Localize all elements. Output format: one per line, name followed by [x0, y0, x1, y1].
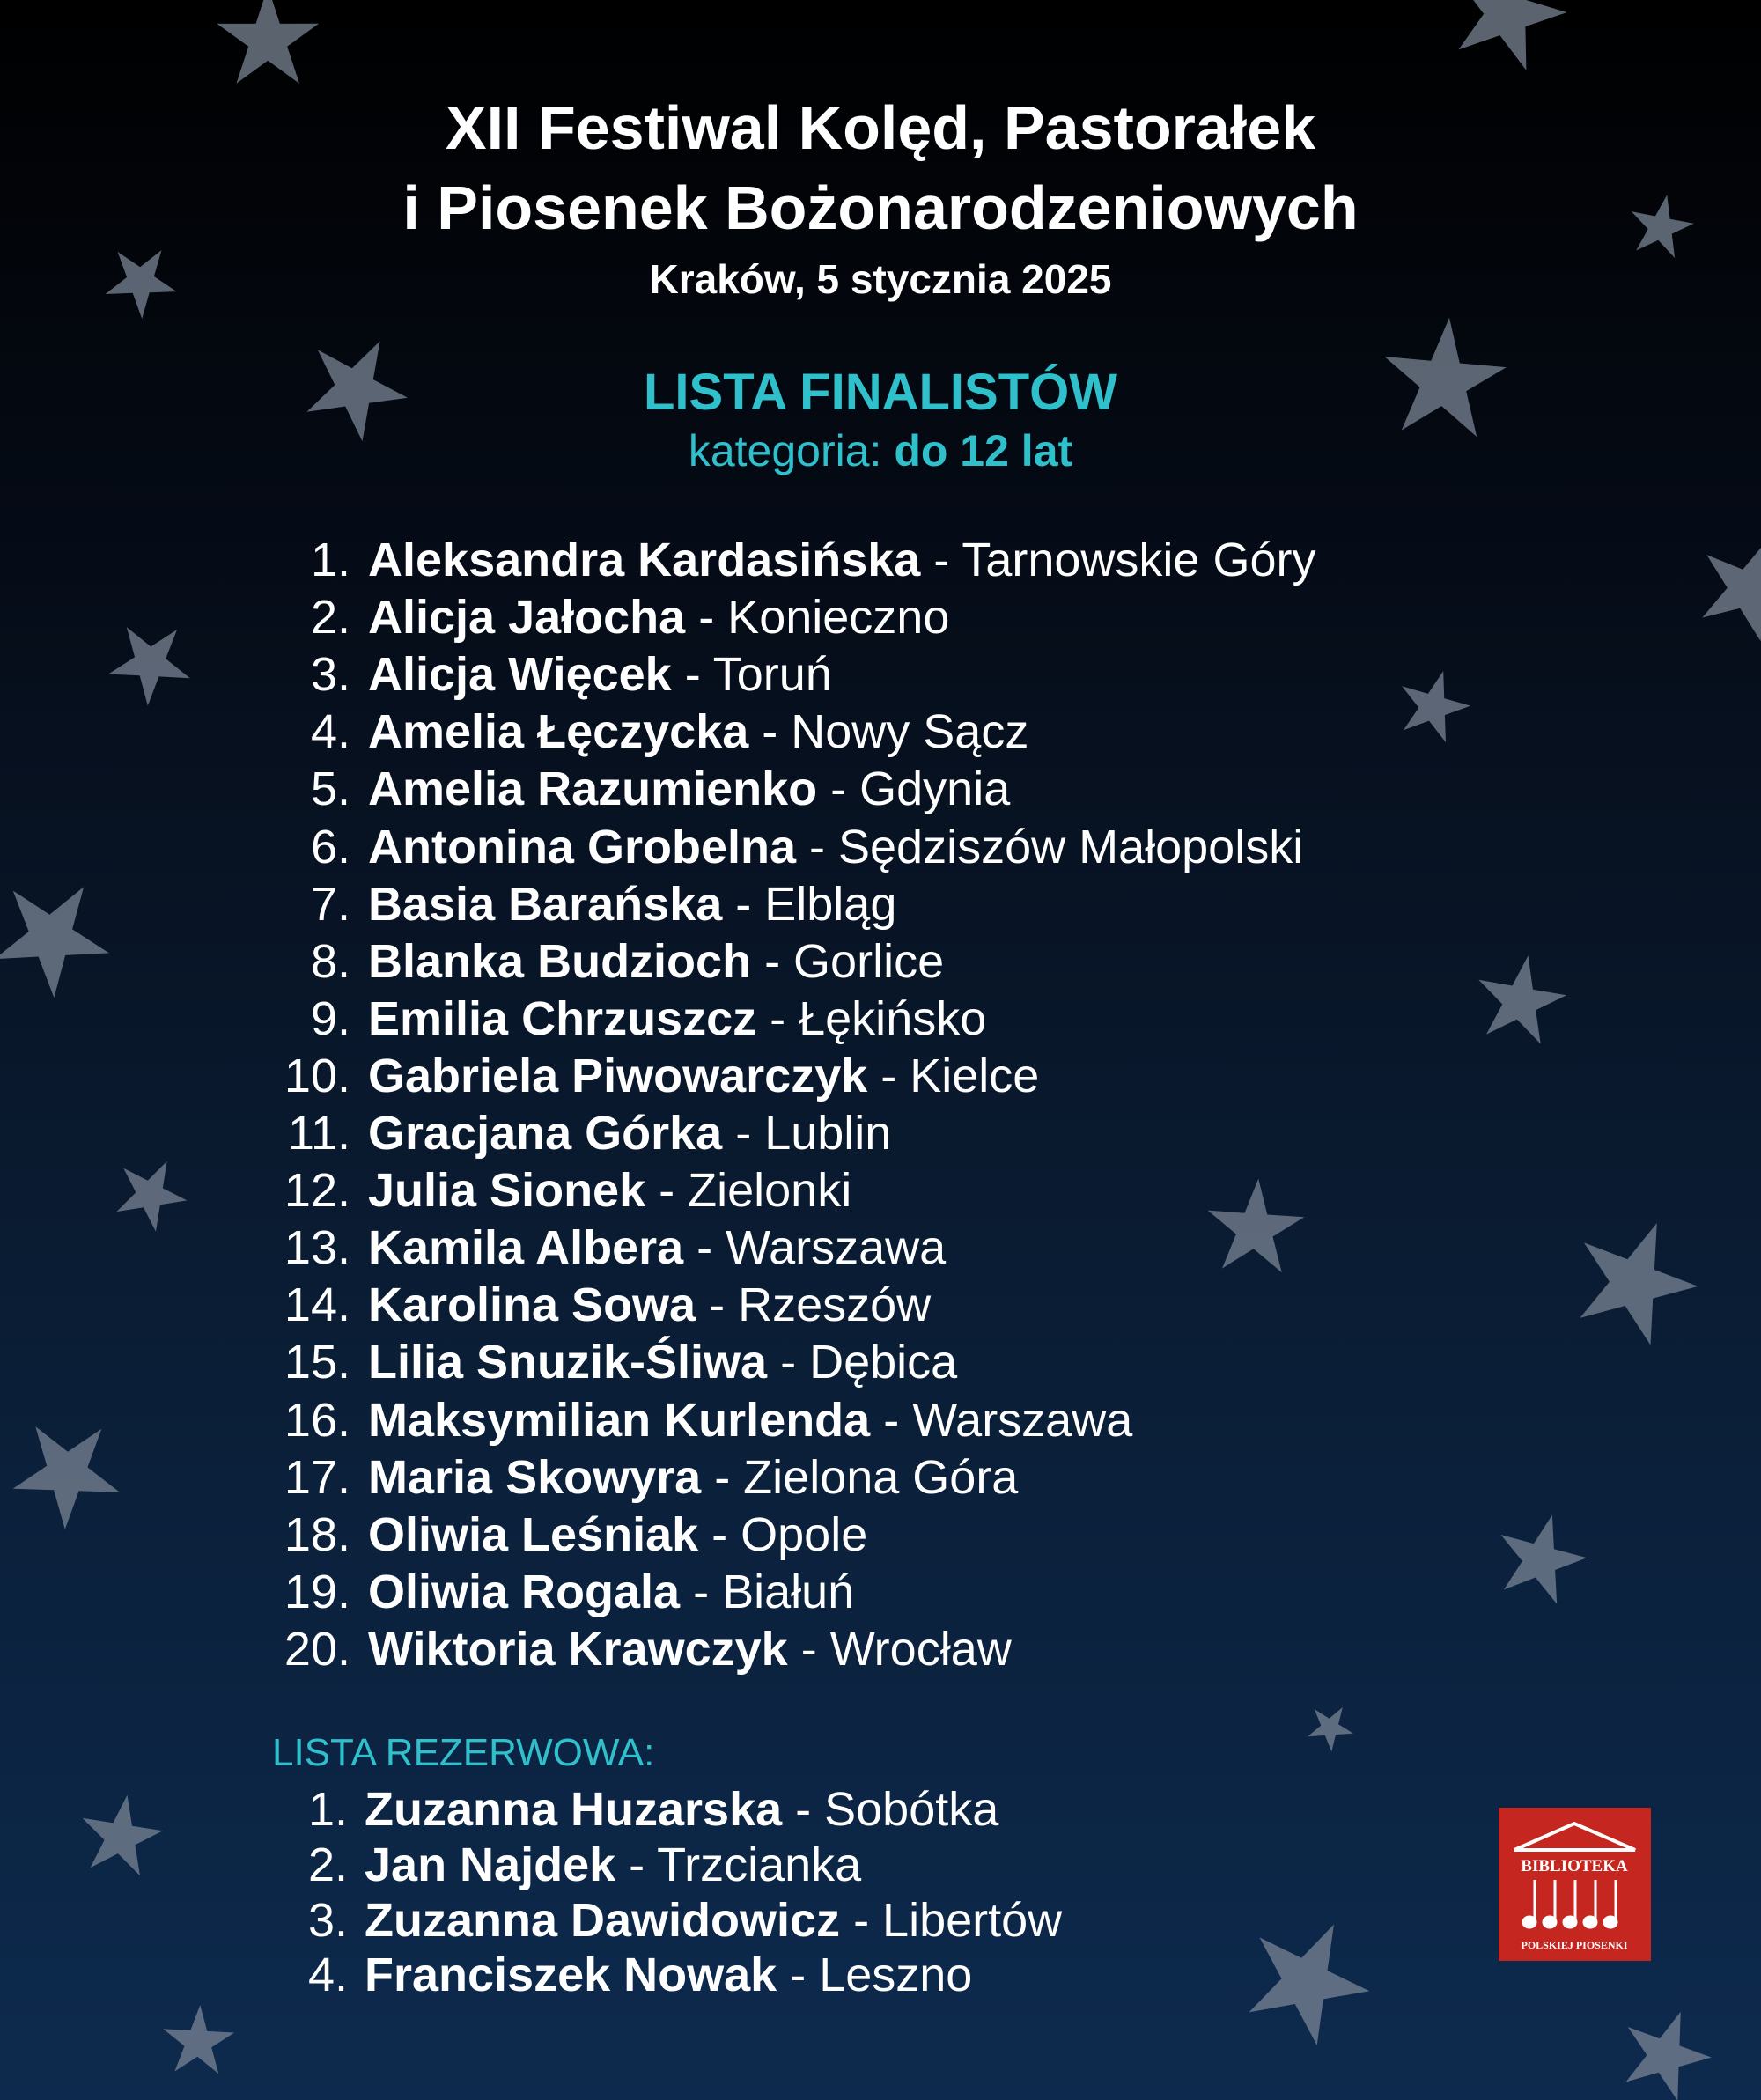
participant	[368, 763, 1010, 815]
item-number: 20.	[284, 1622, 350, 1676]
title-line-1: XII Festiwal Kolęd, Pastorałek	[445, 93, 1316, 162]
star-icon	[1402, 671, 1470, 742]
participant-city: - Lublin	[722, 1107, 892, 1160]
item-number: 2.	[307, 1838, 348, 1891]
participant-name: Oliwia Rogala	[368, 1565, 681, 1618]
participant	[368, 1623, 1012, 1676]
category	[0, 425, 1761, 476]
participant	[368, 534, 1315, 586]
participant	[368, 648, 832, 701]
participant	[368, 1566, 854, 1618]
participant-name: Wiktoria Krawczyk	[368, 1622, 788, 1676]
participant-city: - Łękińsko	[756, 991, 987, 1045]
participant-city: - Nowy Sącz	[748, 705, 1029, 759]
participant	[368, 1221, 946, 1274]
participant-city: - Leszno	[777, 1949, 973, 2002]
participant-city: - Warszawa	[683, 1221, 947, 1275]
star-icon	[0, 887, 109, 998]
participant	[365, 1838, 861, 1891]
participant-name: Zuzanna Huzarska	[365, 1783, 783, 1836]
participant-city: - Zielona Góra	[701, 1450, 1019, 1504]
participant-city: - Wrocław	[787, 1622, 1012, 1676]
participant-city: - Białuń	[680, 1565, 855, 1618]
item-number: 1.	[310, 534, 350, 586]
star-icon	[1208, 1179, 1305, 1273]
svg-text:BIBLIOTEKA: BIBLIOTEKA	[1521, 1857, 1628, 1875]
star-icon	[1478, 955, 1566, 1043]
participant-name: Franciszek Nowak	[365, 1949, 777, 2002]
participant-name: Aleksandra Kardasińska	[368, 534, 921, 586]
participant	[368, 1107, 891, 1160]
item-number: 6.	[310, 820, 350, 873]
reserve-heading: LISTA REZERWOWA:	[272, 1731, 655, 1774]
item-number: 11.	[287, 1107, 350, 1160]
star-icon	[1580, 1223, 1698, 1345]
participant	[368, 992, 986, 1045]
item-number: 5.	[310, 763, 350, 816]
star-icon	[116, 1161, 187, 1232]
participant-name: Emilia Chrzuszcz	[368, 991, 757, 1045]
participant-name: Blanka Budzioch	[368, 934, 752, 988]
finalists-heading: LISTA FINALISTÓW	[643, 364, 1118, 421]
participant	[368, 591, 949, 644]
star-icon	[1457, 0, 1567, 70]
item-number: 1.	[307, 1783, 348, 1836]
participant-name: Zuzanna Dawidowicz	[365, 1893, 841, 1947]
item-number: 17.	[284, 1450, 350, 1504]
item-number: 19.	[284, 1565, 350, 1618]
participant	[368, 1336, 957, 1389]
participant-name: Amelia Łęczycka	[368, 705, 749, 759]
item-number: 14.	[284, 1278, 350, 1332]
participant	[368, 1508, 867, 1561]
participant-city: - Trzcianka	[615, 1838, 862, 1891]
star-icon	[217, 0, 319, 84]
item-number: 15.	[284, 1336, 350, 1389]
participant-name: Julia Sionek	[368, 1164, 646, 1218]
participant	[365, 1783, 998, 1836]
participant-city: - Libertów	[840, 1893, 1063, 1947]
participant	[368, 705, 1028, 758]
logo-icon	[1499, 1808, 1651, 1961]
participant-city: - Gdynia	[817, 763, 1011, 816]
category-label: kategoria:	[688, 426, 882, 475]
participant	[365, 1949, 972, 2001]
star-icon	[108, 627, 190, 705]
item-number: 7.	[310, 877, 350, 931]
item-number: 4.	[310, 705, 350, 759]
item-number: 13.	[284, 1221, 350, 1275]
category-value: do 12 lat	[894, 426, 1073, 475]
star-icon	[83, 1795, 164, 1876]
participant-name: Jan Najdek	[365, 1838, 616, 1891]
participant-name: Amelia Razumienko	[368, 763, 818, 816]
participant-city: - Sobótka	[782, 1783, 999, 1836]
participant-name: Antonina Grobelna	[368, 820, 796, 873]
participant	[368, 1451, 1018, 1504]
item-number: 12.	[284, 1164, 350, 1218]
title-line-2: i Piosenek Bożonarodzeniowych	[402, 173, 1359, 242]
participant	[368, 821, 1303, 873]
participant	[365, 1894, 1062, 1947]
participant-city: - Kielce	[867, 1049, 1040, 1102]
participant-name: Alicja Więcek	[368, 648, 672, 702]
item-number: 18.	[284, 1507, 350, 1561]
item-number: 3.	[310, 648, 350, 702]
participant-city: - Opole	[698, 1507, 868, 1561]
biblioteka-polskiej-piosenki-logo	[1499, 1808, 1651, 1961]
star-icon	[163, 2005, 234, 2074]
participant	[368, 1278, 931, 1331]
participant-name: Alicja Jałocha	[368, 591, 686, 645]
star-icon	[1501, 1515, 1588, 1604]
participant-city: - Toruń	[671, 648, 832, 702]
participant-name: Gracjana Górka	[368, 1107, 723, 1160]
participant-name: Oliwia Leśniak	[368, 1507, 699, 1561]
item-number: 9.	[310, 991, 350, 1045]
star-icon	[1249, 1925, 1370, 2046]
star-icon	[1626, 2012, 1712, 2100]
item-number: 10.	[284, 1049, 350, 1102]
item-number: 3.	[307, 1893, 348, 1947]
participant-city: - Tarnowskie Góry	[920, 534, 1316, 586]
star-icon	[1702, 540, 1761, 642]
event-date-location: Kraków, 5 stycznia 2025	[649, 256, 1112, 302]
item-number: 8.	[310, 934, 350, 988]
participant-city: - Warszawa	[870, 1393, 1133, 1447]
participant-city: - Elbląg	[722, 877, 897, 931]
item-number: 2.	[310, 591, 350, 645]
participant-name: Basia Barańska	[368, 877, 723, 931]
participant	[368, 935, 944, 988]
participant-name: Maksymilian Kurlenda	[368, 1393, 871, 1447]
participant-name: Kamila Albera	[368, 1221, 684, 1275]
star-icon	[1308, 1707, 1353, 1752]
participant-city: - Dębica	[767, 1336, 958, 1389]
item-number: 4.	[307, 1949, 348, 2002]
star-icon	[13, 1426, 121, 1529]
participant-name: Karolina Sowa	[368, 1278, 696, 1332]
participant-city: - Rzeszów	[696, 1278, 932, 1332]
participant	[368, 878, 896, 931]
participant	[368, 1050, 1039, 1102]
participant-city: - Konieczno	[685, 591, 950, 645]
participant-name: Gabriela Piwowarczyk	[368, 1049, 868, 1102]
participant-city: - Zielonki	[645, 1164, 852, 1218]
participant	[368, 1394, 1132, 1447]
participant-city: - Gorlice	[751, 934, 945, 988]
participant-name: Maria Skowyra	[368, 1450, 702, 1504]
participant	[368, 1164, 851, 1217]
svg-text:POLSKIEJ PIOSENKI: POLSKIEJ PIOSENKI	[1521, 1939, 1628, 1951]
participant-city: - Sędziszów Małopolski	[796, 820, 1304, 873]
item-number: 16.	[284, 1393, 350, 1447]
participant-name: Lilia Snuzik-Śliwa	[368, 1336, 768, 1389]
